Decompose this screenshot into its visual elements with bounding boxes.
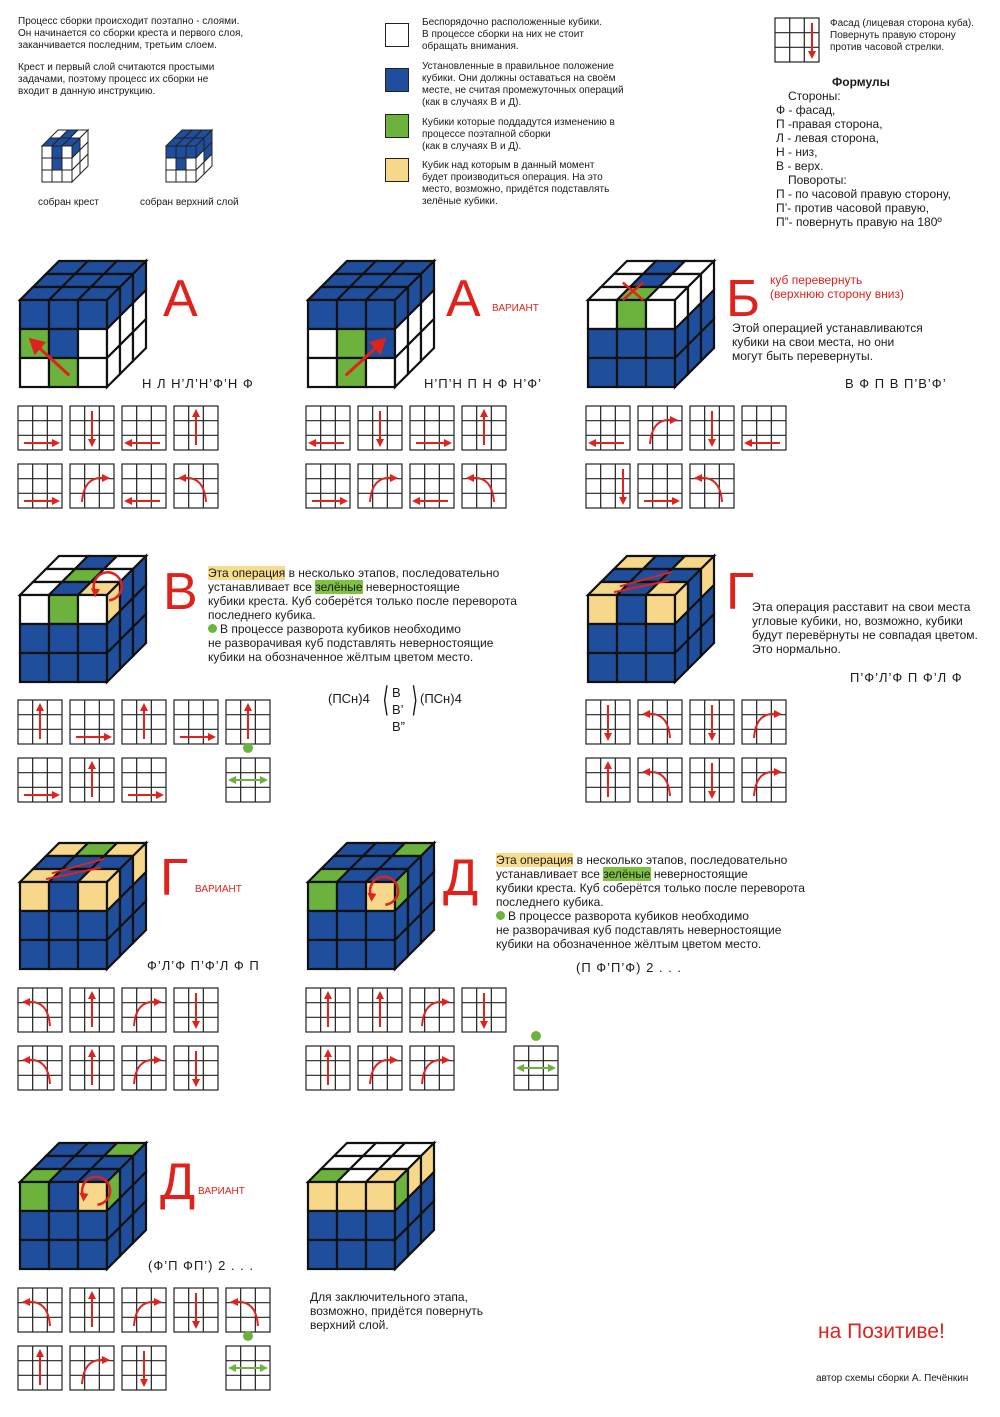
legend-text-green: Кубики которые поддадутся изменению в процессе поэтапной сборки (как в случаях В и Д). bbox=[422, 117, 615, 152]
formulas-title: Формулы bbox=[832, 75, 890, 89]
moves-a-variant bbox=[306, 406, 524, 520]
slogan: на Позитиве! bbox=[818, 1320, 945, 1343]
section-b-letter: Б bbox=[726, 270, 761, 328]
cube-v bbox=[18, 553, 143, 688]
side-f: Ф - фасад, bbox=[776, 103, 836, 117]
section-a2-variant: ВАРИАНТ bbox=[492, 303, 539, 314]
legend-text-yellow: Кубик над которым в данный момент будет производиться операция. На это место, возможно, придётся подставлять зелёные кубики. bbox=[422, 160, 610, 207]
legend-text-white: Беспорядочно расположенные кубики. В процессе сборки на них не стоит обращать внимания. bbox=[422, 17, 602, 52]
turn-cw: П - по часовой правую сторону, bbox=[776, 187, 951, 201]
section-a2-formula: Н’П’Н П Н Ф Н’Ф’ bbox=[424, 376, 543, 391]
section-d2-letter: Д bbox=[160, 1153, 196, 1211]
legend-swatch-white bbox=[385, 23, 409, 47]
side-p: П -правая сторона, bbox=[776, 117, 883, 131]
intro-paragraph-1: Процесс сборки происходит поэтапно - слоями. Он начинается со сборки креста и первого слоя, заканчивается последним, третьим слоем. bbox=[18, 16, 244, 51]
turn-180: П”- повернуть правую на 180º bbox=[776, 215, 942, 229]
legend-swatch-green bbox=[385, 114, 409, 138]
section-a2-letter: А bbox=[446, 270, 481, 328]
turn-ccw: П’- против часовой правую, bbox=[776, 201, 930, 215]
section-g2-formula: Ф’Л’Ф П’Ф’Л Ф П bbox=[147, 958, 260, 973]
cube-g bbox=[586, 553, 711, 688]
side-l: Л - левая сторона, bbox=[776, 131, 879, 145]
cube-a bbox=[18, 258, 143, 393]
cube-g-variant bbox=[18, 840, 143, 975]
moves-g-variant bbox=[18, 988, 236, 1102]
intro-paragraph-2: Крест и первый слой считаются простыми задачами, поэтому процесс их сборки не входит в данную инструкцию. bbox=[18, 62, 215, 97]
section-g-formula: П’Ф’Л’Ф П Ф’Л Ф bbox=[850, 670, 963, 685]
section-v-text: Эта операция в несколько этапов, последовательно устанавливает все зелёные неверностоящие кубики креста. Куб соберётся только после переворота последнего кубика. В процессе разворота кубиков необходимо не разворачивая куб подставлять неверностоящие кубики на обозначенное жёлтым цветом место. bbox=[208, 566, 517, 664]
green-dot-icon bbox=[208, 624, 217, 633]
section-g-letter: Г bbox=[726, 563, 755, 621]
moves-b bbox=[586, 406, 804, 520]
moves-g bbox=[586, 700, 804, 814]
top-layer-caption: собран верхний слой bbox=[140, 197, 239, 208]
legend-swatch-blue bbox=[385, 68, 409, 92]
section-d2-variant: ВАРИАНТ bbox=[198, 1186, 245, 1197]
moves-a bbox=[18, 406, 236, 520]
moves-v bbox=[18, 700, 288, 814]
section-b-text: Этой операцией устанавливаются кубики на свои места, но они могут быть перевернуты. bbox=[732, 321, 923, 363]
section-d-text: Эта операция в несколько этапов, последовательно устанавливает все зелёные неверностоящие кубики креста. Куб соберётся только после переворота последнего кубика. В процессе разворота кубиков необходимо не разворачивая куб подставлять неверностоящие кубики на обозначенное жёлтым цветом место. bbox=[496, 853, 805, 951]
formulas-block bbox=[776, 75, 996, 229]
top-layer-cube-illustration bbox=[162, 126, 232, 188]
section-g2-letter: Г bbox=[160, 849, 189, 907]
green-dot-icon bbox=[496, 911, 505, 920]
final-text: Для заключительного этапа, возможно, придётся повернуть верхний слой. bbox=[310, 1290, 483, 1332]
turns-title: Повороты: bbox=[788, 173, 847, 187]
cube-final bbox=[306, 1140, 431, 1275]
section-b-formula: В Ф П В П’В’Ф’ bbox=[845, 376, 947, 391]
cube-b bbox=[586, 258, 711, 393]
author-credit: автор схемы сборки А. Печёнкин bbox=[816, 1373, 969, 1384]
bracket-left: ⟨ bbox=[382, 681, 389, 719]
moves-d-variant bbox=[18, 1288, 288, 1402]
cross-cube-illustration bbox=[38, 126, 108, 188]
section-a-formula: Н Л Н’Л’Н’Ф’Н Ф bbox=[142, 376, 254, 391]
cube-a-variant bbox=[306, 258, 431, 393]
side-n: Н - низ, bbox=[776, 145, 818, 159]
section-b-note: куб перевернуть (верхнюю сторону вниз) bbox=[770, 273, 904, 301]
section-v-letter: В bbox=[163, 563, 198, 621]
section-d-letter: Д bbox=[443, 849, 479, 907]
side-v: В - верх. bbox=[776, 159, 824, 173]
legend-text-blue: Установленные в правильное положение кубики. Они должны оставаться на своём месте, не считая промежуточных операций (как в случаях В и Д). bbox=[422, 61, 624, 108]
legend-swatch-yellow bbox=[385, 158, 409, 182]
cube-d bbox=[306, 840, 431, 975]
bracket-right: ⟩ bbox=[411, 681, 418, 719]
cross-caption: собран крест bbox=[38, 197, 99, 208]
cube-d-variant bbox=[18, 1140, 143, 1275]
section-a-letter: А bbox=[163, 270, 198, 328]
facade-note: Фасад (лицевая сторона куба). Повернуть правую сторону против часовой стрелки. bbox=[830, 18, 975, 53]
sides-title: Стороны: bbox=[788, 89, 841, 103]
facade-grid-icon bbox=[775, 18, 821, 64]
section-g2-variant: ВАРИАНТ bbox=[195, 884, 242, 895]
moves-d bbox=[306, 988, 524, 1102]
section-d-formula: (П Ф’П’Ф) 2 . . . bbox=[576, 960, 683, 975]
section-g-text: Эта операция расставит на свои места угловые кубики, но, возможно, кубики будут перевёрнуты не совпадая цветом. Это нормально. bbox=[752, 600, 978, 656]
section-d2-formula: (Ф’П ФП’) 2 . . . bbox=[148, 1258, 255, 1273]
